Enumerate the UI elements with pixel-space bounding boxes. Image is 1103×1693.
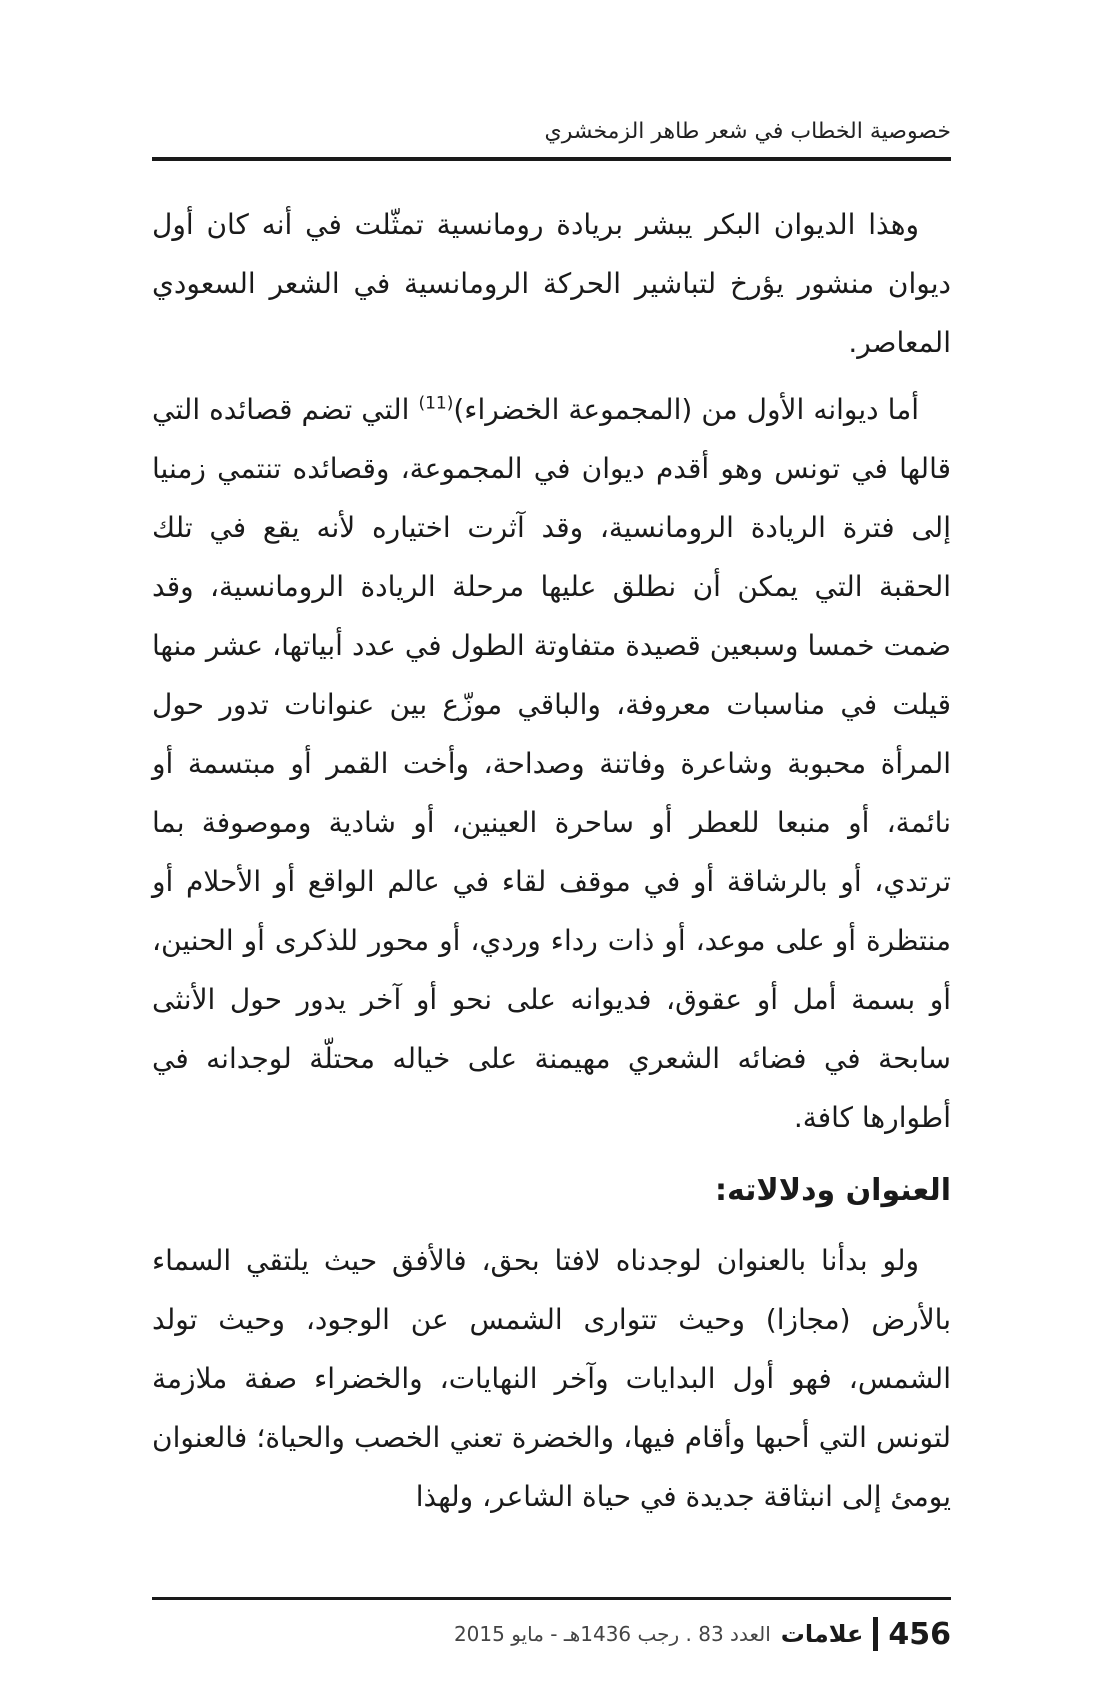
body-paragraph <box>152 380 951 1147</box>
header-rule <box>152 157 951 161</box>
journal-logo: علامات <box>780 1620 864 1648</box>
issue-info: العدد 83 . رجب 1436هـ - مايو 2015 <box>453 1622 771 1646</box>
running-header: خصوصية الخطاب في شعر طاهر الزمخشري <box>544 119 951 144</box>
page-number: 456 <box>888 1616 951 1652</box>
footnote-reference: (11) <box>418 393 454 414</box>
page-body <box>152 195 951 1526</box>
paragraph-text: أما ديوانه الأول من (المجموعة الخضراء) <box>453 393 919 426</box>
paragraph-text: التي تضم قصائده التي قالها في تونس وهو أقدم ديوان في المجموعة، وقصائده تنتمي زمنيا إلى فترة الريادة الرومانسية، وقد آثرت اختياره لأنه يقع في تلك الحقبة التي يمكن أن نطلق عليها مرحلة الريادة الرومانسية، وقد ضمت خمسا وسبعين قصيدة متفاوتة الطول في عدد أبياتها، عشر منها قيلت في مناسبات معروفة، والباقي موزّع بين عنوانات تدور حول المرأة محبوبة وشاعرة وفاتنة وصداحة، وأخت القمر أو مبتسمة أو نائمة، أو منبعا للعطر أو ساحرة العينين، أو شادية وموصوفة بما ترتدي، أو بالرشاقة أو في موقف لقاء في عالم الواقع أو الأحلام أو منتظرة أو على موعد، أو ذات رداء وردي، أو محور للذكرى أو الحنين، أو بسمة أمل أو عقوق، فديوانه على نحو أو آخر يدور حول الأنثى سابحة في فضائه الشعري مهيمنة على خياله محتلّة لوجدانه في أطوارها كافة. <box>152 393 951 1134</box>
section-heading: العنوان ودلالاته: <box>714 1173 951 1208</box>
footer-divider <box>873 1617 878 1651</box>
page-footer <box>152 1612 951 1656</box>
body-paragraph: ولو بدأنا بالعنوان لوجدناه لافتا بحق، فالأفق حيث يلتقي السماء بالأرض (مجازا) وحيث تتوارى الشمس عن الوجود، وحيث تولد الشمس، فهو أول البدايات وآخر النهايات، والخضراء صفة ملازمة لتونس التي أحبها وأقام فيها، والخضرة تعني الخصب والحياة؛ فالعنوان يومئ إلى انبثاقة جديدة في حياة الشاعر، ولهذا <box>152 1244 951 1513</box>
footer-rule <box>152 1597 951 1600</box>
body-paragraph: وهذا الديوان البكر يبشر بريادة رومانسية تمثّلت في أنه كان أول ديوان منشور يؤرخ لتباشير الحركة الرومانسية في الشعر السعودي المعاصر. <box>152 208 951 359</box>
